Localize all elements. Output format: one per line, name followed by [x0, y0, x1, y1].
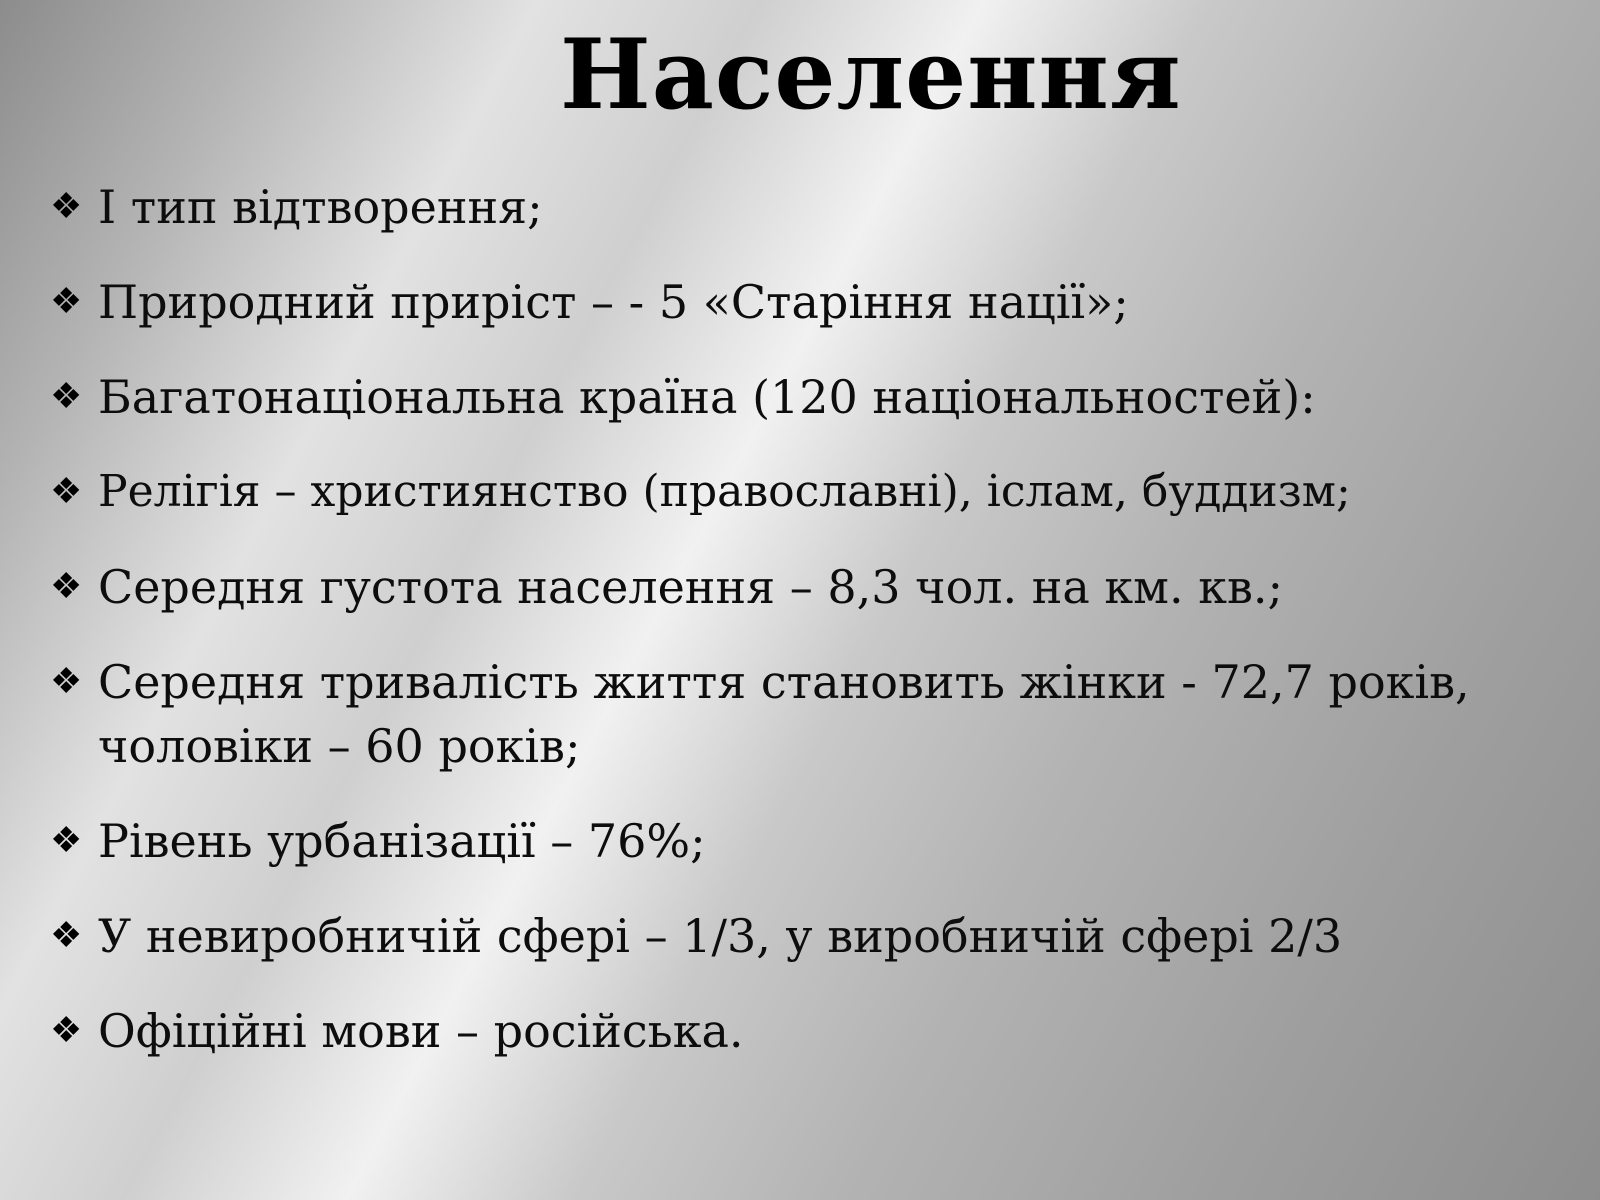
four-diamond-bullet-icon: ❖	[50, 281, 83, 322]
four-diamond-bullet-icon: ❖	[50, 186, 83, 227]
bullet-text: Рівень урбанізації – 76%;	[98, 814, 706, 868]
four-diamond-bullet-icon: ❖	[50, 471, 83, 512]
bullet-text: Офіційні мови – російська.	[98, 1004, 744, 1058]
list-item	[50, 650, 1580, 778]
bullet-text: Релігія – християнство (православні), іслам, буддизм;	[98, 466, 1351, 517]
four-diamond-bullet-icon: ❖	[50, 566, 83, 607]
bullet-list	[50, 175, 1580, 1094]
list-item	[50, 460, 1580, 524]
list-item	[50, 904, 1580, 968]
bullet-text: Середня тривалість життя становить жінки - 72,7 років, чоловіки – 60 років;	[98, 655, 1470, 773]
slide-title: Населення	[560, 18, 1182, 131]
bullet-text: Природний приріст – - 5 «Старіння нації»;	[98, 275, 1129, 329]
four-diamond-bullet-icon: ❖	[50, 1010, 83, 1051]
bullet-text: Багатонаціональна країна (120 національностей):	[98, 370, 1316, 424]
list-item	[50, 365, 1580, 429]
list-item	[50, 999, 1580, 1063]
bullet-text: Середня густота населення – 8,3 чол. на км. кв.;	[98, 560, 1283, 614]
four-diamond-bullet-icon: ❖	[50, 915, 83, 956]
four-diamond-bullet-icon: ❖	[50, 661, 83, 702]
list-item	[50, 270, 1580, 334]
bullet-text: У невиробничій сфері – 1/3, у виробничій сфері 2/3	[98, 909, 1343, 963]
four-diamond-bullet-icon: ❖	[50, 820, 83, 861]
bullet-text: І тип відтворення;	[98, 180, 543, 234]
list-item	[50, 555, 1580, 619]
list-item	[50, 809, 1580, 873]
list-item	[50, 175, 1580, 239]
four-diamond-bullet-icon: ❖	[50, 376, 83, 417]
